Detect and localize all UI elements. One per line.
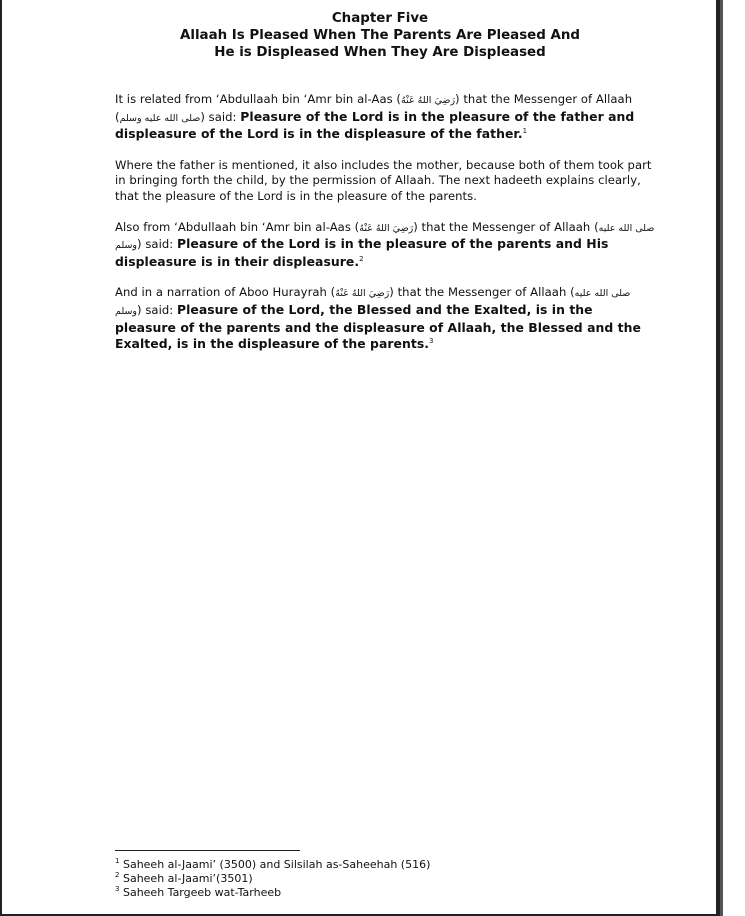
arabic-salallahu: صلى الله عليه وسلم [119,112,201,124]
paragraph-text: Also from ‘Abdullaah bin ‘Amr bin al-Aas ( [115,219,360,234]
hadeeth-text: Pleasure of the Lord is in the pleasure of the father and displeasure of the Lord is in the displeasure of the father. [115,108,635,142]
chapter-heading [0,10,745,61]
footnote-2 [115,872,430,886]
paragraph-text: ) said: [200,109,241,124]
hadeeth-text: Pleasure of the Lord, the Blessed and the Exalted, is in the pleasure of the parents and the displeasure of Allaah, the Blessed and the Exalted, is in the displeasure of the parents. [115,301,641,352]
paragraph-2: Where the father is mentioned, it also includes the mother, because both of them took part in bringing forth the child, by the permission of Allaah. The next hadeeth explains clearly, that the pleasure of the Lord is in the pleasure of the parents. [115,157,652,203]
footnotes [115,858,430,900]
chapter-title-line-2: He is Displeased When They Are Displeased [214,45,546,60]
paragraph-text: ) that the Messenger of Allaah ( [413,219,599,234]
chapter-title-line-1: Allaah Is Pleased When The Parents Are Pleased And [180,28,580,43]
paragraph-1 [115,92,655,143]
footnote-number: 1 [115,857,120,865]
paragraph-text: ) said: [137,302,177,317]
hadeeth-text: Pleasure of the Lord is in the pleasure of the parents and His displeasure is in their displeasure. [115,236,609,269]
footnote-number: 2 [115,871,120,879]
paragraph-text: ) that the Messenger of Allaah ( [389,285,575,300]
paragraph-text: And in a narration of Aboo Hurayrah ( [115,285,336,300]
footnote-1 [115,858,430,872]
paragraph-text: ) said: [137,237,177,252]
arabic-salallahu: صلى الله عليه وسلم [115,288,631,317]
paragraph-text: It is related from ‘Abdullaah bin ‘Amr bin al-Aas ( [115,92,402,106]
footnote-divider [115,850,300,851]
paragraph-text: ) that the Messenger of Allaah ( [115,92,633,124]
footnote-text: Saheeh al-Jaami’ (3500) and Silsilah as-Saheehah (516) [122,858,431,871]
paragraph-3 [115,220,655,271]
body-text [115,92,655,368]
footnote-ref: 1 [522,127,528,136]
paragraph-4 [115,285,655,352]
arabic-radiallahu: رَضِيَ اللهُ عَنْهُ [335,288,390,300]
arabic-radiallahu: رَضِيَ اللهُ عَنْهُ [401,95,456,106]
footnote-3 [115,886,430,900]
footnote-ref: 2 [359,254,364,263]
footnote-ref: 3 [429,337,434,346]
footnote-text: Saheeh Targeeb wat-Tarheeb [122,886,282,899]
chapter-label: Chapter Five [331,11,429,26]
arabic-salallahu: صلى الله عليه وسلم [115,222,655,252]
footnote-number: 3 [115,885,120,893]
footnote-text: Saheeh al-Jaami’(3501) [122,872,253,885]
arabic-radiallahu: رَضِيَ اللهُ عَنْهُ [359,222,414,234]
